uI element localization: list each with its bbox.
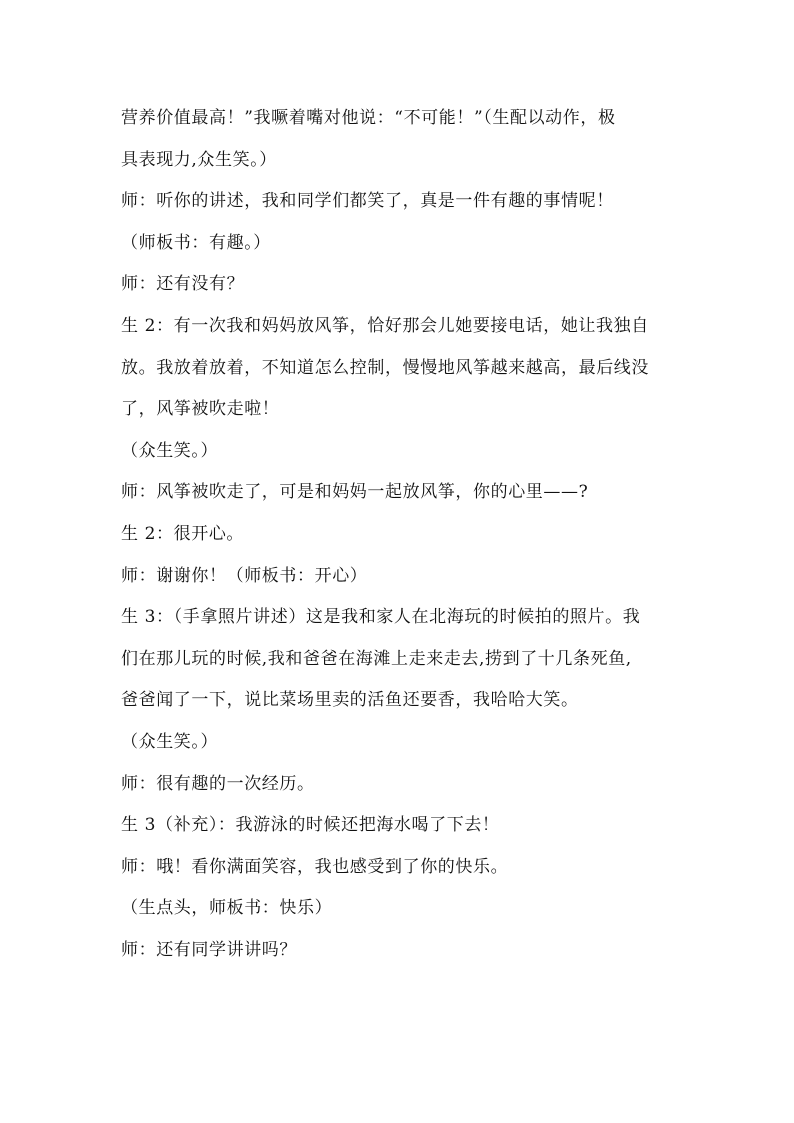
transcript-body (121, 98, 681, 971)
text-line: （众生笑。） (121, 731, 219, 752)
text-line: 了，风筝被吹走啦！ (121, 399, 280, 420)
text-line: 师：很有趣的一次经历。 (121, 773, 315, 794)
text-line: 生 3：（手拿照片讲述）这是我和家人在北海玩的时候拍的照片。我 (121, 607, 641, 628)
text-line: （师板书：有趣。） (121, 232, 271, 253)
text-line: 具表现力,众生笑。） (121, 149, 277, 170)
text-line: 师：哦！看你满面笑容，我也感受到了你的快乐。 (121, 856, 509, 877)
text-line: 爸爸闻了一下，说比菜场里卖的活鱼还要香，我哈哈大笑。 (121, 690, 579, 711)
text-line: 生 2：有一次我和妈妈放风筝，恰好那会儿她要接电话，她让我独自 (121, 315, 649, 336)
text-line: （众生笑。） (121, 440, 219, 461)
text-line: 们在那儿玩的时候,我和爸爸在海滩上走来走去,捞到了十几条死鱼, (121, 648, 632, 669)
text-line: 师：还有同学讲讲吗？ (121, 939, 297, 960)
text-line: （生点头，师板书：快乐） (121, 898, 333, 919)
text-line: 生 2：很开心。 (121, 523, 245, 544)
text-line: 师：风筝被吹走了，可是和妈妈一起放风筝，你的心里——? (121, 482, 589, 503)
text-line: 生 3（补充）：我游泳的时候还把海水喝了下去！ (121, 815, 500, 836)
text-line: 师：谢谢你！（师板书：开心） (121, 565, 368, 586)
text-line: 放。我放着放着，不知道怎么控制，慢慢地风筝越来越高，最后线没 (121, 357, 649, 378)
text-line: 师：还有没有？ (121, 274, 245, 295)
text-line: 师：听你的讲述，我和同学们都笑了，真是一件有趣的事情呢！ (121, 191, 614, 212)
text-line: 营养价值最高！”我噘着嘴对他说：“不可能！”（生配以动作，极 (121, 108, 616, 128)
